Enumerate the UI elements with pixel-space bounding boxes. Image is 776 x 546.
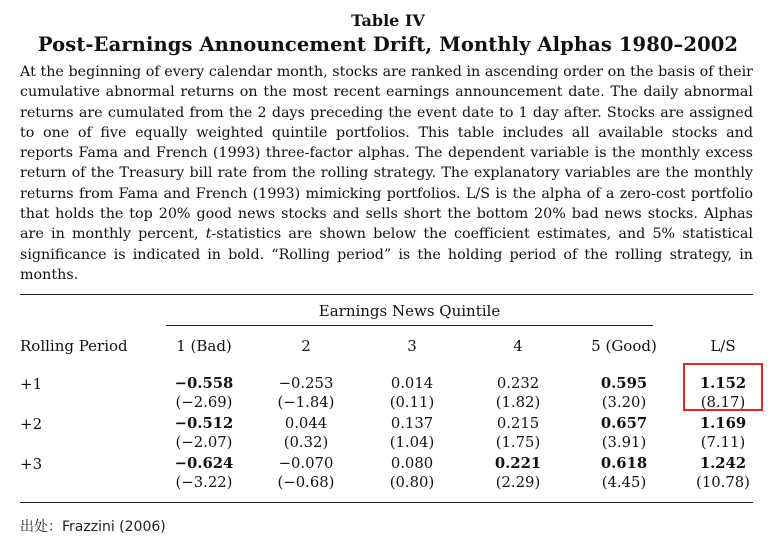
highlight-box [683, 363, 763, 411]
tstat-cell-ls: (7.11) [700, 434, 746, 451]
row-label: +1 [20, 375, 43, 393]
row-header: Rolling Period [20, 337, 128, 355]
alpha-cell: 0.014 [390, 375, 434, 392]
tstat-cell: (0.11) [389, 394, 435, 411]
tstat-cell: (−3.22) [175, 474, 233, 491]
alpha-cell-ls: 1.169 [699, 415, 747, 432]
col-header-2: 2 [301, 337, 311, 355]
alpha-cell: 0.657 [600, 415, 648, 432]
alpha-cell: 0.137 [390, 415, 434, 432]
top-rule [20, 294, 753, 295]
alpha-cell: 0.595 [600, 375, 648, 392]
col-header-5: 5 (Good) [591, 337, 657, 355]
caption-text-1: At the beginning of every calendar month, stocks are ranked in ascending order on the basis of their cumulative abnormal returns on the most recent earnings announcement date. The daily abnormal returns are cumulated from the 2 days preceding the event date to 1 day after. Stocks are assigned to one of five equally weighted quintile portfolios. This table includes all available stocks and reports Fama and French (1993) three-factor alphas. The dependent variable is the monthly excess return of the Treasury bill rate from the rolling strategy. The explanatory variables are the monthly returns from Fama and French (1993) mimicking portfolios. L/S is the alpha of a zero-cost portfolio that holds the top 20% good news stocks and sells short the bottom 20% bad news stocks. Alphas are in monthly percent, [20, 64, 753, 243]
table-title: Post-Earnings Announcement Drift, Monthly Alphas 1980–2002 [37, 33, 739, 56]
alpha-cell: 0.044 [284, 415, 328, 432]
tstat-cell: (4.45) [601, 474, 647, 491]
tstat-cell: (−2.07) [175, 434, 233, 451]
tstat-cell: (1.04) [389, 434, 435, 451]
alpha-cell: 0.080 [390, 455, 434, 472]
alpha-cell: 0.232 [496, 375, 540, 392]
alpha-cell: 0.215 [496, 415, 540, 432]
tstat-cell-ls: (8.17) [700, 394, 746, 411]
tstat-cell: (−2.69) [175, 394, 233, 411]
caption-text-2: -statistics are shown below the coefficient estimates, and 5% statistical significance is indicated in bold. “Rolling period” is the holding period of the rolling strategy, in months. [20, 226, 753, 283]
source-note: 出处：Frazzini (2006) [20, 519, 166, 535]
tstat-cell: (−1.84) [277, 394, 335, 411]
tstat-cell: (2.29) [495, 474, 541, 491]
tstat-cell: (1.82) [495, 394, 541, 411]
tstat-cell: (3.20) [601, 394, 647, 411]
alpha-cell: 0.618 [600, 455, 648, 472]
alpha-cell: −0.624 [174, 455, 234, 472]
tstat-cell: (1.75) [495, 434, 541, 451]
group-underline [166, 325, 653, 326]
tstat-cell: (3.91) [601, 434, 647, 451]
col-header-4: 4 [513, 337, 523, 355]
tstat-cell: (−0.68) [277, 474, 335, 491]
alpha-cell-ls: 1.242 [699, 455, 747, 472]
tstat-cell: (0.32) [283, 434, 329, 451]
alpha-cell: 0.221 [494, 455, 542, 472]
alpha-cell-ls: 1.152 [699, 375, 747, 392]
col-header-1: 1 (Bad) [176, 337, 232, 355]
alpha-cell: −0.558 [174, 375, 234, 392]
alpha-cell: −0.253 [278, 375, 334, 392]
col-header-3: 3 [407, 337, 417, 355]
table-caption [20, 62, 753, 285]
group-header: Earnings News Quintile [318, 302, 501, 320]
tstat-cell-ls: (10.78) [696, 474, 750, 491]
row-label: +3 [20, 455, 43, 473]
alpha-cell: −0.070 [278, 455, 334, 472]
alpha-cell: −0.512 [174, 415, 234, 432]
tstat-cell: (0.80) [389, 474, 435, 491]
bottom-rule [20, 502, 753, 503]
col-header-ls: L/S [710, 337, 736, 355]
caption-italic-t: t [205, 226, 212, 243]
table-label: Table IV [351, 11, 425, 30]
row-label: +2 [20, 415, 43, 433]
